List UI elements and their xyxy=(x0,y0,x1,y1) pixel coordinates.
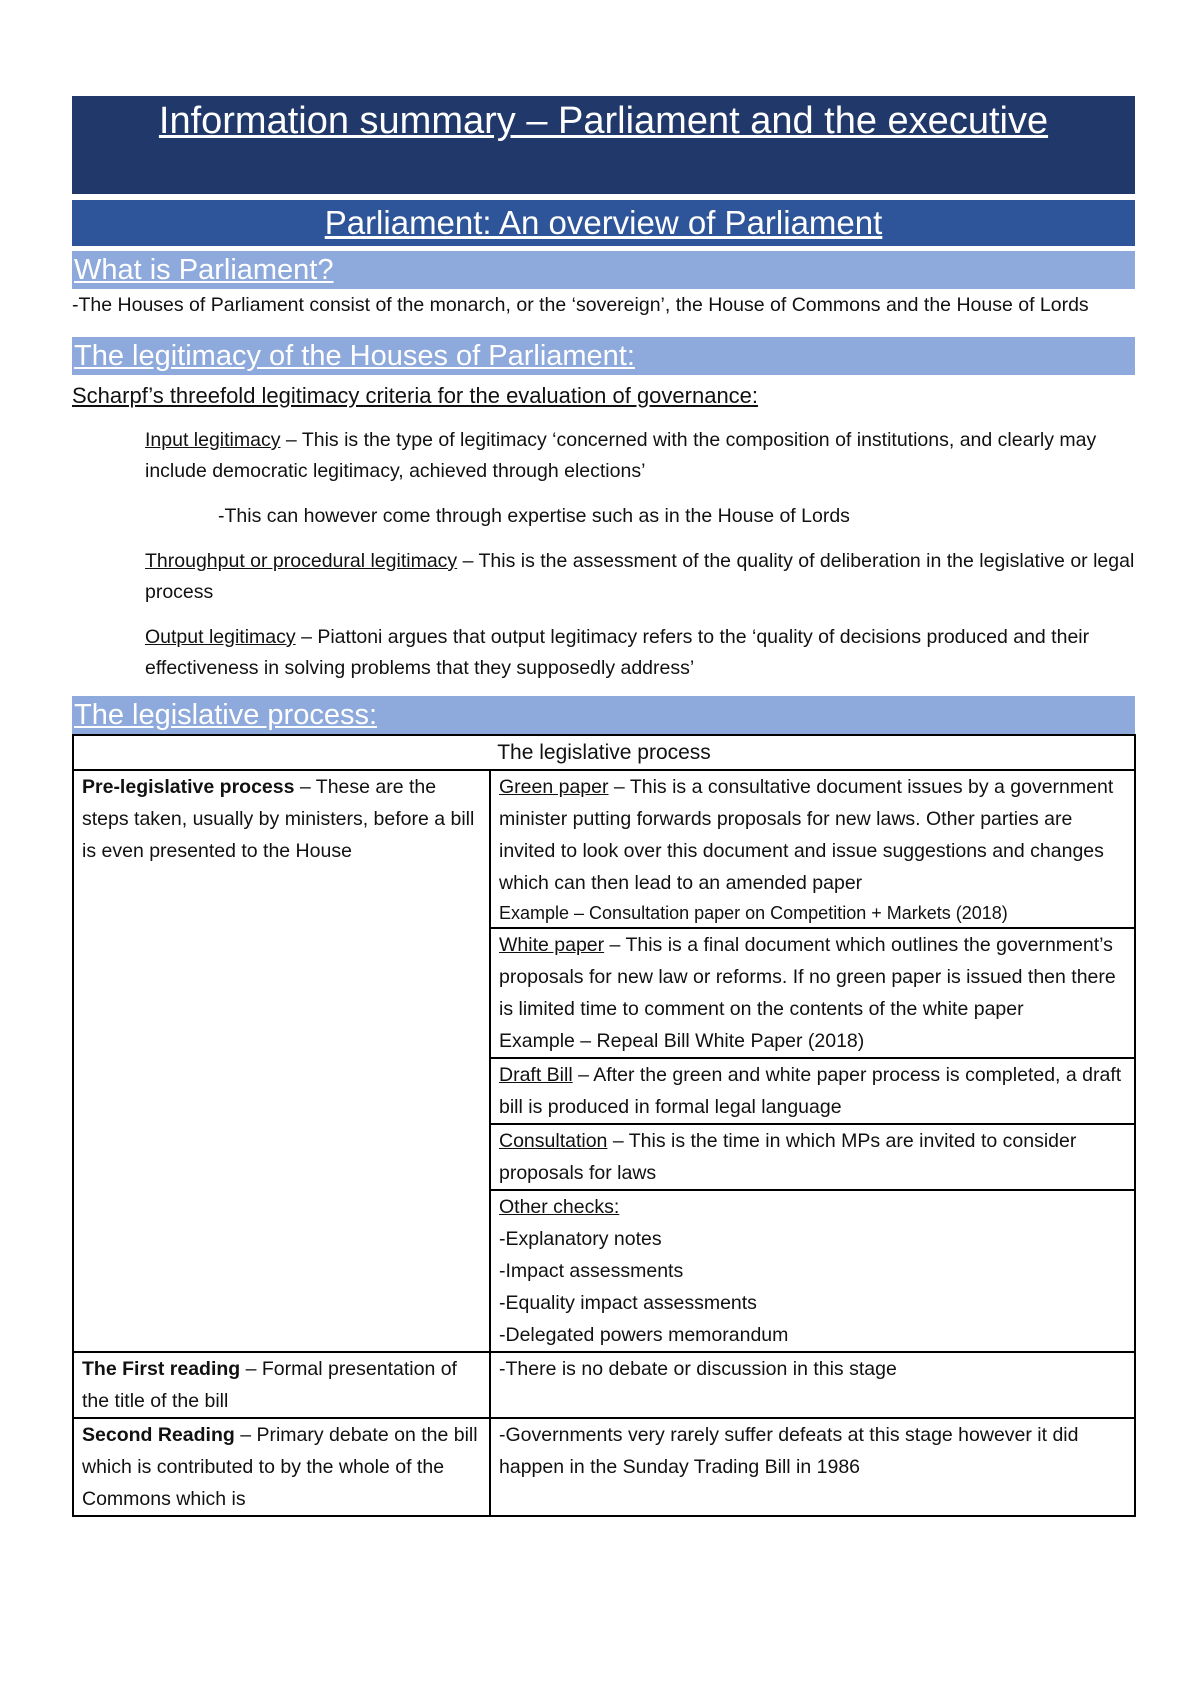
criterion-input-text: – This is the type of legitimacy ‘concerned with the composition of institutions, and clearly may include democratic legitimacy, achieved through elections’ xyxy=(145,429,1097,482)
other-checks-label: Other checks: xyxy=(499,1196,620,1218)
criteria-title: Scharpf’s threefold legitimacy criteria for the evaluation of governance: xyxy=(72,383,759,408)
first-reading-text: – Formal presentation of the title of the bill xyxy=(82,1358,457,1412)
list-item: -Delegated powers memorandum xyxy=(499,1324,789,1346)
criterion-output xyxy=(145,622,1135,684)
table-cell-pre-legislative xyxy=(73,770,490,1352)
criterion-input-note: -This can however come through expertise such as in the House of Lords xyxy=(218,505,850,527)
legislative-process-table xyxy=(72,734,1136,1517)
table-cell-first-reading xyxy=(73,1352,490,1418)
section-heading-what-is-parliament: What is Parliament? xyxy=(72,251,1135,289)
consultation-text: – This is the time in which MPs are invited to consider proposals for laws xyxy=(499,1130,1077,1184)
green-paper-label: Green paper xyxy=(499,776,609,798)
table-cell-second-reading xyxy=(73,1418,490,1516)
criterion-output-text: – Piattoni argues that output legitimacy refers to the ‘quality of decisions produced and their effectiveness in solving problems that they supposedly address’ xyxy=(145,626,1090,679)
list-item: -Explanatory notes xyxy=(499,1228,662,1250)
list-item: -Equality impact assessments xyxy=(499,1292,757,1314)
criterion-throughput-text: – This is the assessment of the quality of deliberation in the legislative or legal process xyxy=(145,550,1135,603)
second-reading-text: – Primary debate on the bill which is contributed to by the whole of the Commons which is xyxy=(82,1424,478,1510)
white-paper-label: White paper xyxy=(499,934,605,956)
document-title: Information summary – Parliament and the executive xyxy=(72,96,1135,194)
pre-legislative-label: Pre-legislative process xyxy=(82,776,295,798)
green-paper-text: – This is a consultative document issues by a government minister putting forwards proposals for new laws. Other parties are invited to look over this document and issue suggestions and changes which can then lead to an amended paper xyxy=(499,776,1114,894)
criterion-input-label: Input legitimacy xyxy=(145,429,281,451)
table-cell-green-paper xyxy=(490,770,1135,928)
section-text-what-is-parliament: -The Houses of Parliament consist of the monarch, or the ‘sovereign’, the House of Commons and the House of Lords xyxy=(72,294,1089,316)
list-item: -Impact assessments xyxy=(499,1260,684,1282)
white-paper-example: Example – Repeal Bill White Paper (2018) xyxy=(499,1030,865,1052)
criterion-input xyxy=(145,425,1135,487)
document-subtitle: Parliament: An overview of Parliament xyxy=(72,200,1135,246)
criterion-output-label: Output legitimacy xyxy=(145,626,296,648)
table-cell-first-reading-note: -There is no debate or discussion in this stage xyxy=(490,1352,1135,1418)
pre-legislative-text: – These are the steps taken, usually by ministers, before a bill is even presented to the House xyxy=(82,776,475,862)
table-caption: The legislative process xyxy=(73,735,1135,770)
green-paper-example: Example – Consultation paper on Competition + Markets (2018) xyxy=(499,903,1008,923)
table-cell-white-paper xyxy=(490,928,1135,1058)
document-page xyxy=(72,96,1135,1517)
table-cell-draft-bill xyxy=(490,1058,1135,1124)
draft-bill-text: – After the green and white paper process is completed, a draft bill is produced in formal legal language xyxy=(499,1064,1122,1118)
consultation-label: Consultation xyxy=(499,1130,608,1152)
second-reading-label: Second Reading xyxy=(82,1424,235,1446)
table-cell-other-checks xyxy=(490,1190,1135,1352)
white-paper-text: – This is a final document which outlines the government’s proposals for new law or reforms. If no green paper is issued then there is limited time to comment on the contents of the white paper xyxy=(499,934,1116,1020)
draft-bill-label: Draft Bill xyxy=(499,1064,573,1086)
table-cell-consultation xyxy=(490,1124,1135,1190)
first-reading-label: The First reading xyxy=(82,1358,241,1380)
section-heading-legislative-process: The legislative process: xyxy=(72,696,1135,734)
criterion-throughput xyxy=(145,546,1135,608)
criterion-throughput-label: Throughput or procedural legitimacy xyxy=(145,550,458,572)
table-cell-second-reading-note: -Governments very rarely suffer defeats at this stage however it did happen in the Sunday Trading Bill in 1986 xyxy=(490,1418,1135,1516)
section-heading-legitimacy: The legitimacy of the Houses of Parliament: xyxy=(72,337,1135,375)
